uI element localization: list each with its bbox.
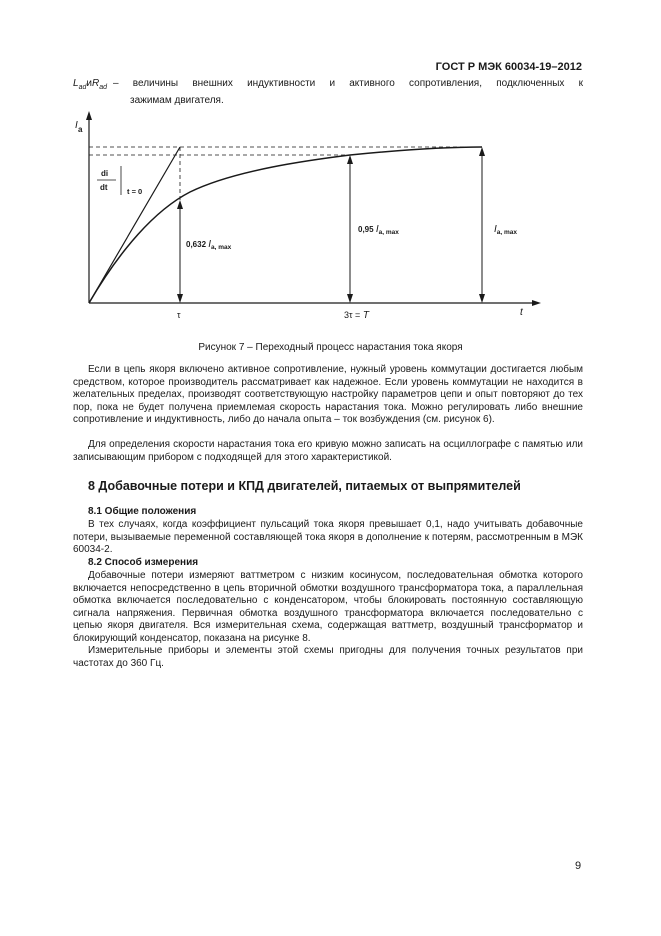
definition-line2: зажимам двигателя. xyxy=(130,95,224,106)
deriv-numerator: di xyxy=(101,169,109,178)
tick-label-3tau: 3τ = T xyxy=(344,310,369,321)
symbol-definition xyxy=(73,77,583,107)
current-rise-figure xyxy=(60,110,560,325)
arrow-095-bottom xyxy=(347,294,353,303)
y-axis-label-sub: a xyxy=(78,125,83,134)
page-number: 9 xyxy=(575,860,582,872)
conj-and: и xyxy=(86,78,92,89)
arrow-max-bottom xyxy=(479,294,485,303)
definition-line1: – величины внешних индуктивности и активного сопротивления, подключенных к xyxy=(112,78,583,89)
arrow-0632-bottom xyxy=(177,294,183,303)
paragraph-1: Если в цепь якоря включено активное сопротивление, нужный уровень коммутации достигается любым средством, которое производитель рассматривает как надежное. Если уровень коммутации не находится в желательных пределах, производят соответствующую настройку параметров цепи и опыт повторяют до тех пор, пока не будет получена приемлемая скорость нарастания тока. Можно регулировать либо внешние сопротивление и индуктивность, либо до начала опыта – ток возбуждения (см. рисунок 6). xyxy=(73,364,583,425)
symbol-l: L xyxy=(73,78,79,89)
deriv-denominator: dt xyxy=(100,183,108,192)
arrow-095-top xyxy=(347,155,353,164)
subsection-81-text: В тех случаях, когда коэффициент пульсаций тока якоря превышает 0,1, надо учитывать добавочные потери, вызываемые переменной составляющей тока якоря в дополнение к потерям, рассмотренным в МЭК 60034-2. xyxy=(73,519,583,555)
symbol-r-sub: ad xyxy=(99,84,107,91)
subsection-82-text: Добавочные потери измеряют ваттметром с низким косинусом, последовательная обмотка которого включается непосредственно в цепь вторичной обмотки воздушного трансформатора тока, а параллельная обмотка включается последовательно с конденсатором, чтобы блокировать постоянную составляющую сигнала напряжения. Первичная обмотка воздушного трансформатора включается последовательно с цепью якоря двигателя. Вся измерительная схема, содержащая ваттметр, воздушный трансформатор и блокирующий конденсатор, показана на рисунке 8. xyxy=(73,570,583,644)
x-axis-label: t xyxy=(520,307,523,318)
label-max: $I_{a, max}$ xyxy=(494,224,518,236)
x-axis-arrow xyxy=(532,300,541,306)
y-axis-arrow xyxy=(86,111,92,120)
tick-label-tau: τ xyxy=(177,310,181,320)
label-095: 0,95 $I_{a, max}$ xyxy=(358,224,399,236)
current-rise-curve xyxy=(89,147,482,303)
figure-caption: Рисунок 7 – Переходный процесс нарастания тока якоря xyxy=(198,342,463,353)
symbol-r: R xyxy=(91,78,100,89)
document-header: ГОСТ Р МЭК 60034-19–2012 xyxy=(435,61,582,73)
section-8-title: 8 Добавочные потери и КПД двигателей, питаемых от выпрямителей xyxy=(88,479,521,493)
paragraph-2: Для определения скорости нарастания тока его кривую можно записать на осциллографе с памятью или записывающим прибором с подходящей для этого характеристикой. xyxy=(73,439,583,463)
symbol-l-sub: ad xyxy=(78,84,87,91)
label-0632: 0,632 $I_{a, max}$ xyxy=(186,239,232,251)
arrow-0632-top xyxy=(177,200,183,209)
deriv-condition: t = 0 xyxy=(127,187,143,196)
paragraph-last: Измерительные приборы и элементы этой схемы пригодны для получения точных результатов при частотах до 360 Гц. xyxy=(73,645,583,669)
y-axis-label: I xyxy=(75,120,78,131)
subsection-81-title: 8.1 Общие положения xyxy=(88,506,197,517)
arrow-max-top xyxy=(479,147,485,156)
subsection-82-title: 8.2 Способ измерения xyxy=(88,557,199,568)
